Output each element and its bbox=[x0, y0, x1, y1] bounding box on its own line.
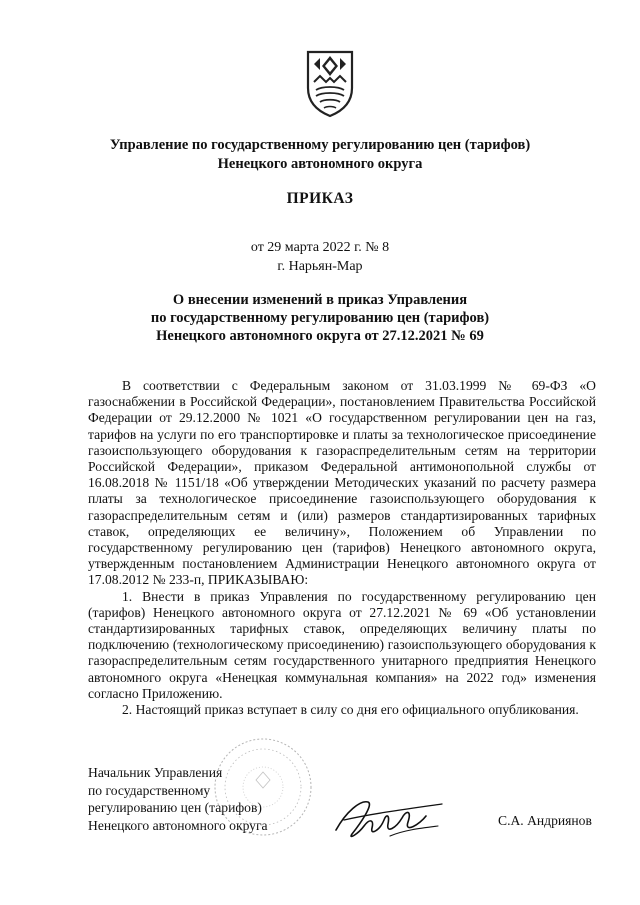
document-meta bbox=[0, 238, 640, 276]
subject-line: по государственному регулированию цен (тарифов) bbox=[150, 310, 490, 326]
authority-line: Управление по государственному регулированию цен (тарифов) bbox=[109, 137, 531, 153]
preamble-paragraph: В соответствии с Федеральным законом от 31.03.1999 № 69-ФЗ «О газоснабжении в Российской Федерации», постановлением Правительства Российской Федерации от 29.12.2000 № 1021 «О государственном регулировании цен на газ, тарифов на услуги по его транспортировке и платы за технологическое присоединение газоиспользующего оборудования к газораспределительным сетям на территории Российской Федерации», приказом Федеральной антимонопольной службы от 16.08.2018 № 1151/18 «Об утверждении Методических указаний по расчету размера платы за технологическое присоединение газоиспользующего оборудования к газораспределительным сетям и (или) размеров стандартизированных тарифных ставок, определяющих ее величину», Положением об Управлении по государственному регулированию цен (тарифов) Ненецкого автономного округа, утвержденным постановлением Администрации Ненецкого автономного округа от 17.08.2012 № 233-п, ПРИКАЗЫВАЮ: bbox=[88, 378, 596, 588]
signatory-title-line: регулированию цен (тарифов) bbox=[88, 800, 262, 815]
handwritten-signature-icon bbox=[330, 790, 448, 848]
subject-line: О внесении изменений в приказ Управления bbox=[172, 292, 468, 308]
date-number: от 29 марта 2022 г. № 8 bbox=[250, 240, 390, 255]
place: г. Нарьян-Мар bbox=[277, 259, 363, 274]
signatory-name: С.А. Андриянов bbox=[498, 813, 592, 828]
signatory-title-line: по государственному bbox=[88, 782, 211, 798]
official-seal-stamp-icon bbox=[212, 736, 314, 838]
issuing-authority bbox=[0, 136, 640, 174]
subject-line: Ненецкого автономного округа от 27.12.2021 № 69 bbox=[156, 328, 484, 344]
signatory-title-line: Ненецкого автономного округа bbox=[88, 817, 268, 833]
document-subject bbox=[0, 291, 640, 345]
order-item-1: 1. Внести в приказ Управления по государственному регулированию цен (тарифов) Ненецкого автономного округа от 27.12.2021 № 69 «Об установлении стандартизированных тарифных ставок, определяющих величину платы по подключению (технологическому присоединению) газоиспользующего оборудования к газораспределительным сетям государственного унитарного предприятия Ненецкого автономного округа «Ненецкая коммунальная компания» на 2022 год» изменения согласно Приложению. bbox=[88, 588, 596, 701]
order-item-2: 2. Настоящий приказ вступает в силу со дня его официального опубликования. bbox=[122, 702, 579, 718]
nenets-coat-of-arms-icon bbox=[304, 48, 356, 118]
authority-line: Ненецкого автономного округа bbox=[217, 156, 423, 172]
signatory-title-line: Начальник Управления bbox=[88, 765, 223, 780]
document-type: ПРИКАЗ bbox=[286, 190, 354, 207]
document-body bbox=[88, 378, 596, 718]
